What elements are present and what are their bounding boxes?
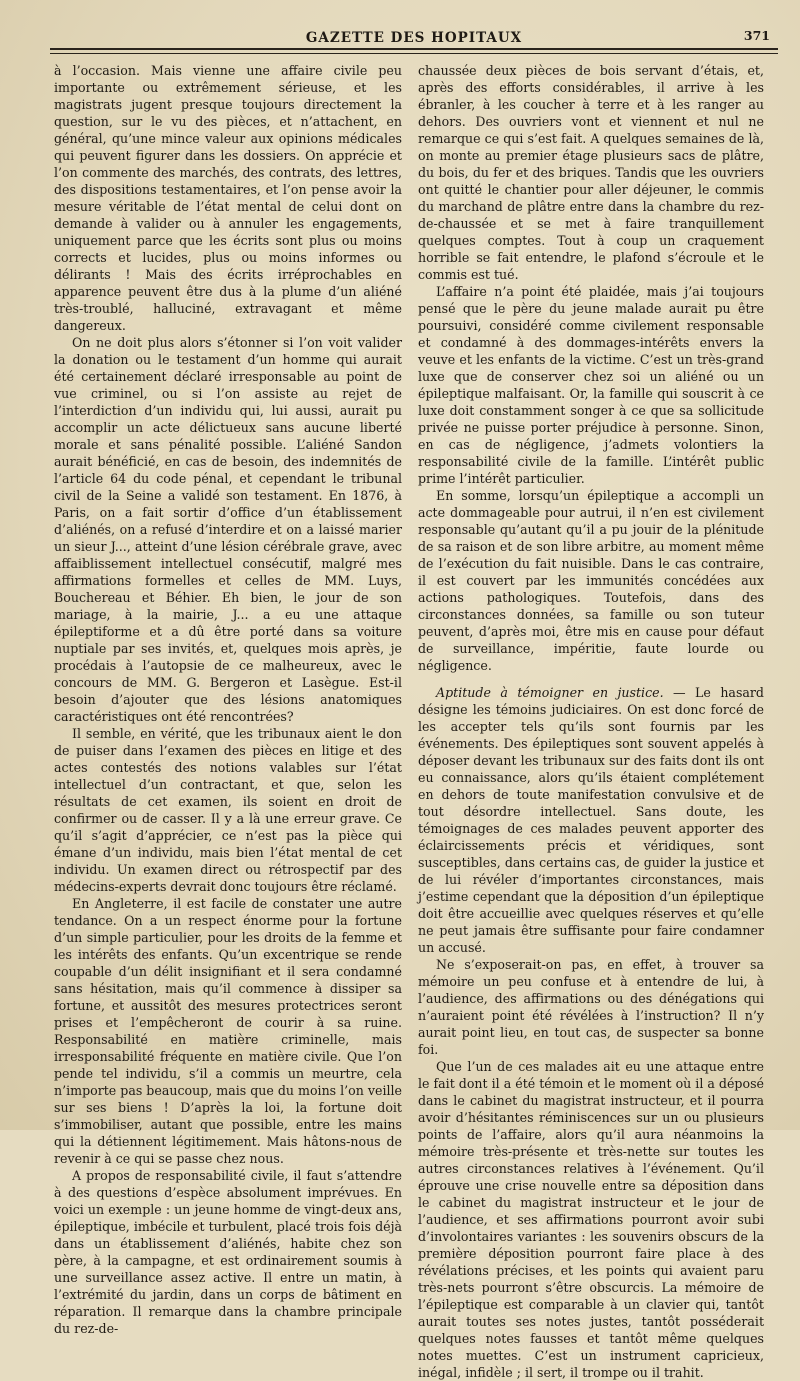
- paragraph: L’affaire n’a point été plaidée, mais j’ai toujours pensé que le père du jeune malade aurait pu être poursuivi, considéré comme civilement responsable et condamné à des dommages-intérêts envers la veuve et les enfants de la victime. C’est un très-grand luxe que de conserver chez soi un aliéné ou un épileptique malfaisant. Or, la famille qui souscrit à ce luxe doit constamment songer à ce que sa sollicitude privée ne puisse porter préjudice à personne. Sinon, en cas de négligence, j’admets volontiers la responsabilité civile de la famille. L’intérêt public prime l’intérêt particulier.: [418, 284, 764, 486]
- paragraph: Ne s’exposerait-on pas, en effet, à trouver sa mémoire un peu confuse et à entendre de lui, à l’audience, des affirmations ou des dénégations qui n’auraient point été révélées à l’instruction? Il n’y aurait point lieu, en tout cas, de suspecter sa bonne foi.: [418, 957, 764, 1057]
- paragraph: A propos de responsabilité civile, il faut s’attendre à des questions d’espèce absolument imprévues. En voici un exemple : un jeune homme de vingt-deux ans, épileptique, imbécile et turbulent, placé trois fois déjà dans un établissement d’aliénés, habite chez son père, à la campagne, et est ordinairement soumis à une surveillance assez active. Il entre un matin, à l’extrémité du jardin, dans un corps de bâtiment en réparation. Il remarque dans la chambre principale du rez-de-: [54, 1168, 402, 1336]
- left-column: [54, 62, 402, 1337]
- section-heading: Aptitude à témoigner en justice.: [436, 685, 664, 700]
- right-column: [418, 62, 764, 1381]
- section-paragraph: [418, 684, 764, 956]
- header-rule-thick: [50, 48, 778, 50]
- paragraph: On ne doit plus alors s’étonner si l’on voit valider la donation ou le testament d’un homme qui aurait été certainement déclaré irresponsable au point de vue criminel, ou si l’on assiste au rejet de l’interdiction d’un individu qui, lui aussi, aurait pu accomplir un acte délictueux sans aucune liberté morale et sans pénalité possible. L’aliéné Sandon aurait bénéficié, en cas de besoin, des indemnités de l’article 64 du code pénal, et cependant le tribunal civil de la Seine a validé son testament. En 1876, à Paris, on a fait sortir d’office d’un établissement d’aliénés, on a refusé d’interdire et on a laissé marier un sieur J..., atteint d’une lésion cérébrale grave, avec affaiblissement intellectuel consécutif, malgré mes affirmations formelles et celles de MM. Luys, Bouchereau et Béhier. Eh bien, le jour de son mariage, à la mairie, J... a eu une attaque épileptiforme et a dû être porté dans sa voiture nuptiale par ses invités, et, quelques mois après, je procédais à l’autopsie de ce malheureux, avec le concours de MM. G. Bergeron et Lasègue. Est-il besoin d’ajouter que des lésions anatomiques caractéristiques ont été rencontrées?: [54, 335, 402, 724]
- section-lead-text: — Le hasard désigne les témoins judiciaires. On est donc forcé de les accepter tels qu’ils sont fournis par les événements. Des épileptiques sont souvent appelés à déposer devant les tribunaux sur des faits dont ils ont eu connaissance, alors qu’ils étaient complétement en dehors de toute manifestation convulsive et de tout désordre intellectuel. Sans doute, les témoignages de ces malades peuvent apporter des éclaircissements précis et véridiques, sont susceptibles, dans certains cas, de guider la justice et de lui révéler d’importantes circonstances, mais j’estime cependant que la déposition d’un épileptique doit être accueillie avec quelques réserves et qu’elle ne peut jamais être suffisante pour faire condamner un accusé.: [418, 685, 764, 955]
- paragraph: chaussée deux pièces de bois servant d’étais, et, après des efforts considérables, il arrive à les ébranler, à les coucher à terre et à les ranger au dehors. Des ouvriers vont et viennent et nul ne remarque ce qui s’est fait. A quelques semaines de là, on monte au premier étage plusieurs sacs de plâtre, du bois, du fer et des briques. Tandis que les ouvriers ont quitté le chantier pour aller déjeuner, le commis du marchand de plâtre entre dans la chambre du rez-de-chaussée et se met à faire tranquillement quelques comptes. Tout à coup un craquement horrible se fait entendre, le plafond s’écroule et le commis est tué.: [418, 63, 764, 282]
- paragraph: Que l’un de ces malades ait eu une attaque entre le fait dont il a été témoin et le moment où il a déposé dans le cabinet du magistrat instructeur, et il pourra avoir d’hésitantes réminiscences sur un ou plusieurs points de l’affaire, alors qu’il aura néanmoins la mémoire très-présente et très-nette sur toutes les autres circonstances relatives à l’événement. Qu’il éprouve une crise nouvelle entre sa déposition dans le cabinet du magistrat instructeur et le jour de l’audience, et ses affirmations pourront avoir subi d’involontaires variantes : les souvenirs obscurs de la première déposition pourront faire place à des révélations précises, et les points qui avaient paru très-nets pourront s’être obscurcis. La mémoire de l’épileptique est comparable à un clavier qui, tantôt aurait toutes ses notes justes, tantôt posséderait quelques notes fausses et tantôt même quelques notes muettes. C’est un instrument capricieux, inégal, infidèle ; il sert, il trompe ou il trahit.: [418, 1059, 764, 1380]
- page-header: [50, 26, 778, 56]
- paragraph: En Angleterre, il est facile de constater une autre tendance. On a un respect énorme pour la fortune d’un simple particulier, pour les droits de la femme et les intérêts des enfants. Qu’un excentrique se rende coupable d’un délit insignifiant et il sera condamné sans hésitation, mais qu’il commence à dissiper sa fortune, et aussitôt des mesures protectrices seront prises et l’empêcheront de courir à sa ruine. Responsabilité en matière criminelle, mais irresponsabilité fréquente en matière civile. Que l’on pende tel individu, s’il a commis un meurtre, cela n’importe pas beaucoup, mais que du moins l’on veille sur ses biens ! D’après la loi, la fortune doit s’immobiliser, autant que possible, entre les mains qui la détiennent légitimement. Mais hâtons-nous de revenir à ce qui se passe chez nous.: [54, 896, 402, 1166]
- header-rule-thin: [50, 53, 778, 54]
- paragraph: En somme, lorsqu’un épileptique a accompli un acte dommageable pour autrui, il n’en est civilement responsable qu’autant qu’il a pu jouir de la plénitude de sa raison et de son libre arbitre, au moment même de l’exécution du fait nuisible. Dans le cas contraire, il est couvert par les immunités concédées aux actions pathologiques. Toutefois, dans des circonstances données, sa famille ou son tuteur peuvent, d’après moi, être mis en cause pour défaut de surveillance, impéritie, faute lourde ou négligence.: [418, 488, 764, 673]
- paragraph: à l’occasion. Mais vienne une affaire civile peu importante ou extrêmement sérieuse, et les magistrats jugent presque toujours directement la question, sur le vu des pièces, et n’attachent, en général, qu’une mince valeur aux opinions médicales qui peuvent figurer dans les dossiers. On apprécie et l’on commente des marchés, des contrats, des lettres, des dispositions testamentaires, et l’on pense avoir la mesure véritable de l’état mental de celui dont on demande à valider ou à annuler les engagements, uniquement parce que les écrits sont plus ou moins corrects et lucides, plus ou moins informes ou délirants ! Mais des écrits irréprochables en apparence peuvent être dus à la plume d’un aliéné très-troublé, halluciné, extravagant et même dangereux.: [54, 63, 402, 333]
- paragraph: Il semble, en vérité, que les tribunaux aient le don de puiser dans l’examen des pièces en litige et des actes contestés des notions valables sur l’état intellectuel d’un contractant, et que, selon les résultats de cet examen, ils soient en droit de confirmer ou de casser. Il y a là une erreur grave. Ce qu’il s’agit d’apprécier, ce n’est pas la pièce qui émane d’un individu, mais bien l’état mental de cet individu. Un examen direct ou rétrospectif par des médecins-experts devrait donc toujours être réclamé.: [54, 726, 402, 894]
- running-title: GAZETTE DES HOPITAUX: [305, 30, 523, 46]
- page-number: 371: [743, 28, 770, 43]
